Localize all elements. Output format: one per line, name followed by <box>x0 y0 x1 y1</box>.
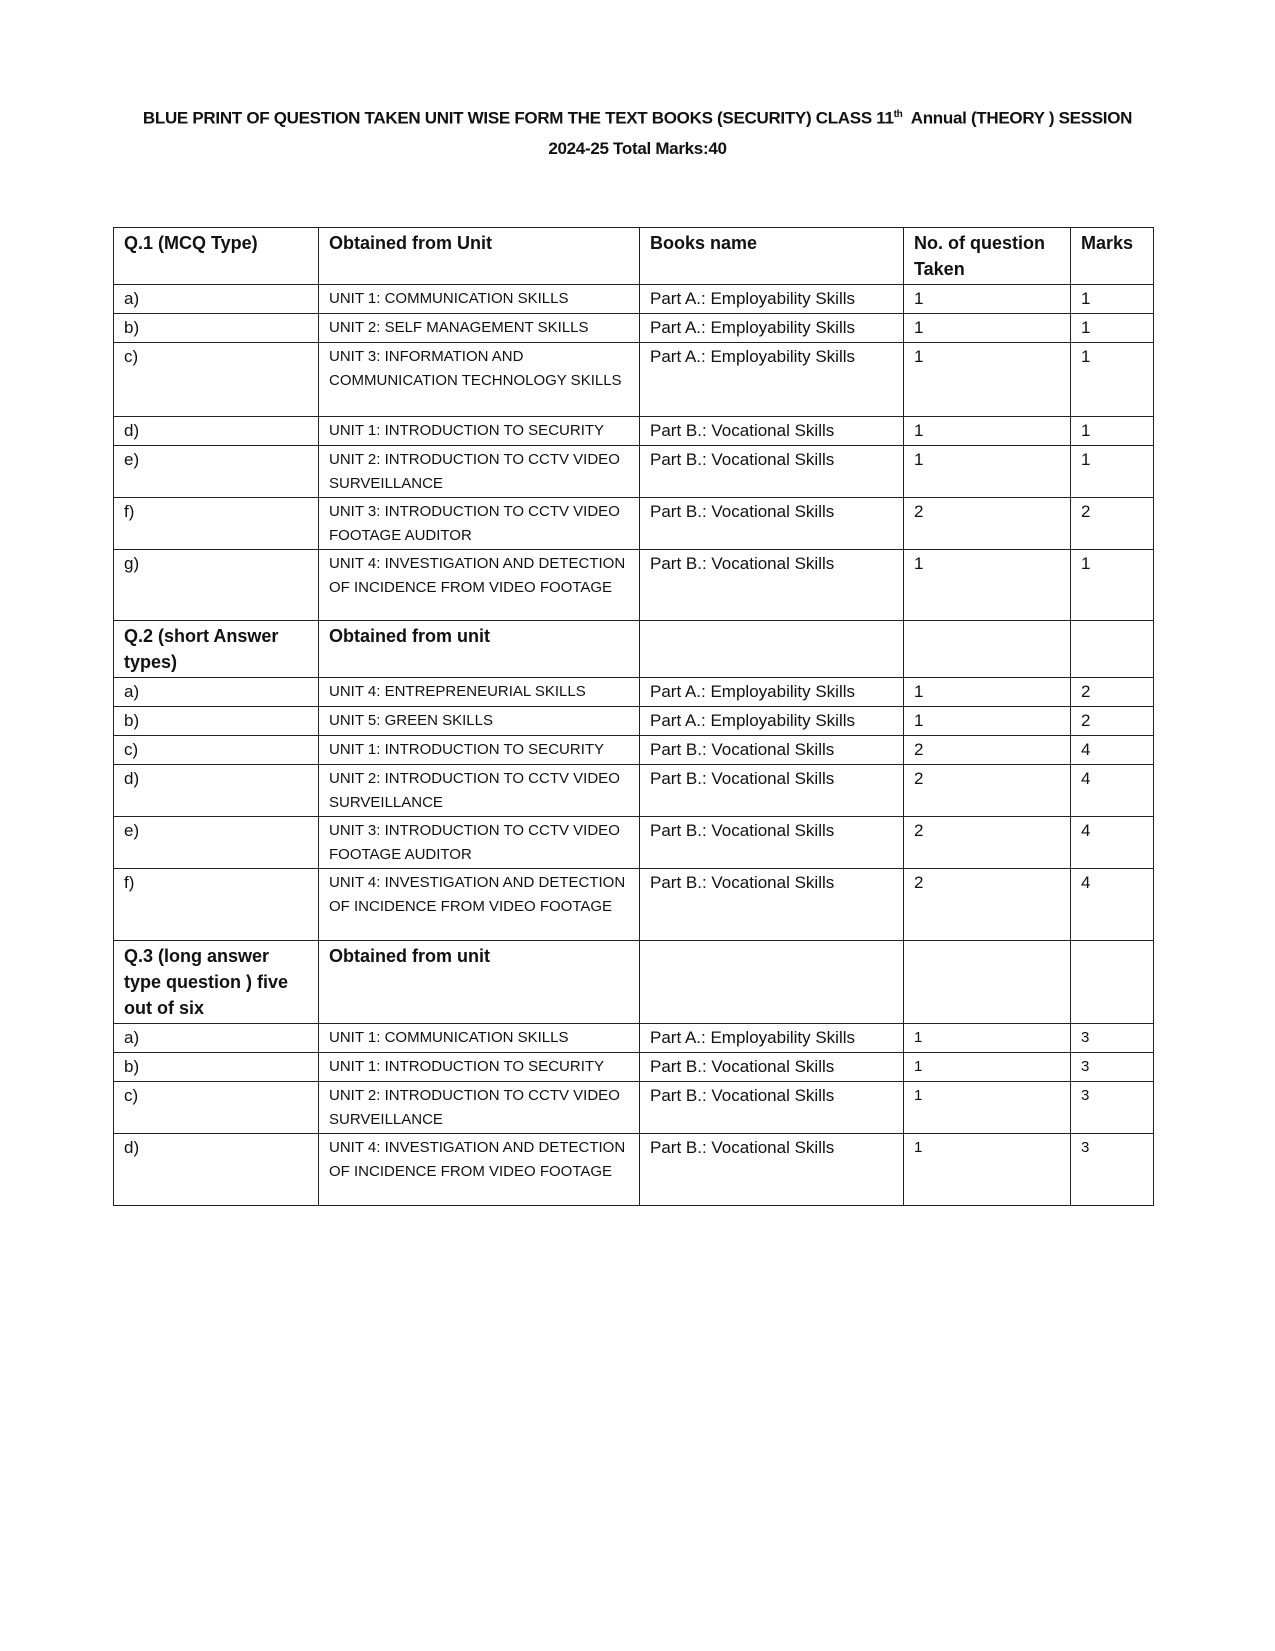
book-cell: Part B.: Vocational Skills <box>640 498 904 550</box>
question-cell: d) <box>114 765 319 817</box>
document-title <box>40 100 1235 164</box>
book-cell: Part A.: Employability Skills <box>640 285 904 314</box>
table-row <box>114 869 1154 941</box>
book-cell: Part B.: Vocational Skills <box>640 817 904 869</box>
count-cell: 1 <box>904 707 1071 736</box>
marks-cell: 1 <box>1071 285 1154 314</box>
marks-cell: 4 <box>1071 765 1154 817</box>
count-cell: 1 <box>904 1053 1071 1082</box>
marks-cell: 1 <box>1071 417 1154 446</box>
table-row <box>114 417 1154 446</box>
section-header-row <box>114 941 1154 1024</box>
book-cell: Part A.: Employability Skills <box>640 314 904 343</box>
title-line-1-end: Annual (THEORY ) SESSION <box>902 108 1133 128</box>
question-cell: e) <box>114 817 319 869</box>
table-row <box>114 1082 1154 1134</box>
section-header-row <box>114 621 1154 678</box>
count-cell: 1 <box>904 1134 1071 1206</box>
unit-cell: UNIT 4: INVESTIGATION AND DETECTION OF INCIDENCE FROM VIDEO FOOTAGE <box>319 869 640 941</box>
unit-cell: UNIT 5: GREEN SKILLS <box>319 707 640 736</box>
unit-cell: Obtained from unit <box>319 941 640 1024</box>
marks-cell: 4 <box>1071 817 1154 869</box>
unit-cell: UNIT 2: INTRODUCTION TO CCTV VIDEO SURVEILLANCE <box>319 446 640 498</box>
table-row <box>114 1053 1154 1082</box>
unit-cell: UNIT 1: INTRODUCTION TO SECURITY <box>319 736 640 765</box>
question-cell: g) <box>114 550 319 621</box>
section-header-row <box>114 228 1154 285</box>
unit-cell: UNIT 3: INTRODUCTION TO CCTV VIDEO FOOTAGE AUDITOR <box>319 498 640 550</box>
table-row <box>114 343 1154 417</box>
question-cell: c) <box>114 1082 319 1134</box>
question-cell: c) <box>114 343 319 417</box>
question-cell: d) <box>114 1134 319 1206</box>
book-cell: Part A.: Employability Skills <box>640 678 904 707</box>
table-row <box>114 736 1154 765</box>
marks-cell: 4 <box>1071 869 1154 941</box>
count-cell: 2 <box>904 765 1071 817</box>
marks-cell: 3 <box>1071 1053 1154 1082</box>
table-row <box>114 314 1154 343</box>
count-cell: 1 <box>904 314 1071 343</box>
count-cell: 2 <box>904 498 1071 550</box>
book-cell: Part A.: Employability Skills <box>640 707 904 736</box>
book-cell: Part B.: Vocational Skills <box>640 736 904 765</box>
marks-cell <box>1071 941 1154 1024</box>
question-cell: c) <box>114 736 319 765</box>
book-cell: Part B.: Vocational Skills <box>640 765 904 817</box>
book-cell: Part B.: Vocational Skills <box>640 550 904 621</box>
question-cell: f) <box>114 869 319 941</box>
blueprint-table <box>113 227 1154 1206</box>
table-row <box>114 678 1154 707</box>
table-row <box>114 765 1154 817</box>
table-row <box>114 285 1154 314</box>
unit-cell: UNIT 1: COMMUNICATION SKILLS <box>319 1024 640 1053</box>
title-superscript: th <box>893 109 903 120</box>
question-cell: e) <box>114 446 319 498</box>
table-row <box>114 550 1154 621</box>
book-cell: Part B.: Vocational Skills <box>640 1082 904 1134</box>
unit-cell: Obtained from unit <box>319 621 640 678</box>
book-cell: Part B.: Vocational Skills <box>640 869 904 941</box>
marks-cell: 2 <box>1071 678 1154 707</box>
marks-cell: 2 <box>1071 707 1154 736</box>
marks-cell: 1 <box>1071 314 1154 343</box>
unit-cell: UNIT 2: INTRODUCTION TO CCTV VIDEO SURVEILLANCE <box>319 765 640 817</box>
question-cell: a) <box>114 285 319 314</box>
question-cell: a) <box>114 1024 319 1053</box>
count-cell: 1 <box>904 1024 1071 1053</box>
count-cell: 1 <box>904 285 1071 314</box>
unit-cell: Obtained from Unit <box>319 228 640 285</box>
count-cell: 1 <box>904 343 1071 417</box>
count-cell: 2 <box>904 817 1071 869</box>
book-cell: Part B.: Vocational Skills <box>640 417 904 446</box>
book-cell: Part B.: Vocational Skills <box>640 446 904 498</box>
table-row <box>114 817 1154 869</box>
title-line-1: BLUE PRINT OF QUESTION TAKEN UNIT WISE FORM THE TEXT BOOKS (SECURITY) CLASS 11 <box>142 108 894 128</box>
unit-cell: UNIT 3: INFORMATION AND COMMUNICATION TECHNOLOGY SKILLS <box>319 343 640 417</box>
count-cell: 1 <box>904 678 1071 707</box>
unit-cell: UNIT 1: INTRODUCTION TO SECURITY <box>319 1053 640 1082</box>
book-cell: Part B.: Vocational Skills <box>640 1053 904 1082</box>
unit-cell: UNIT 1: INTRODUCTION TO SECURITY <box>319 417 640 446</box>
marks-cell: 1 <box>1071 550 1154 621</box>
count-cell: 1 <box>904 417 1071 446</box>
question-cell: b) <box>114 1053 319 1082</box>
question-cell: Q.3 (long answer type question ) five out of six <box>114 941 319 1024</box>
table-row <box>114 707 1154 736</box>
book-cell <box>640 621 904 678</box>
book-cell: Books name <box>640 228 904 285</box>
table-row <box>114 1134 1154 1206</box>
question-cell: a) <box>114 678 319 707</box>
count-cell: 1 <box>904 1082 1071 1134</box>
marks-cell: 1 <box>1071 343 1154 417</box>
marks-cell: 3 <box>1071 1134 1154 1206</box>
count-cell: 2 <box>904 736 1071 765</box>
unit-cell: UNIT 4: ENTREPRENEURIAL SKILLS <box>319 678 640 707</box>
count-cell <box>904 941 1071 1024</box>
title-line-2: 2024-25 Total Marks:40 <box>548 138 727 158</box>
question-cell: Q.2 (short Answer types) <box>114 621 319 678</box>
count-cell <box>904 621 1071 678</box>
count-cell: 1 <box>904 550 1071 621</box>
unit-cell: UNIT 2: SELF MANAGEMENT SKILLS <box>319 314 640 343</box>
book-cell: Part A.: Employability Skills <box>640 1024 904 1053</box>
marks-cell <box>1071 621 1154 678</box>
marks-cell: 3 <box>1071 1024 1154 1053</box>
unit-cell: UNIT 4: INVESTIGATION AND DETECTION OF INCIDENCE FROM VIDEO FOOTAGE <box>319 550 640 621</box>
book-cell <box>640 941 904 1024</box>
table-row <box>114 446 1154 498</box>
unit-cell: UNIT 4: INVESTIGATION AND DETECTION OF INCIDENCE FROM VIDEO FOOTAGE <box>319 1134 640 1206</box>
unit-cell: UNIT 2: INTRODUCTION TO CCTV VIDEO SURVEILLANCE <box>319 1082 640 1134</box>
book-cell: Part B.: Vocational Skills <box>640 1134 904 1206</box>
count-cell: 2 <box>904 869 1071 941</box>
marks-cell: 1 <box>1071 446 1154 498</box>
question-cell: b) <box>114 707 319 736</box>
marks-cell: 2 <box>1071 498 1154 550</box>
question-cell: d) <box>114 417 319 446</box>
question-cell: Q.1 (MCQ Type) <box>114 228 319 285</box>
question-cell: f) <box>114 498 319 550</box>
book-cell: Part A.: Employability Skills <box>640 343 904 417</box>
unit-cell: UNIT 1: COMMUNICATION SKILLS <box>319 285 640 314</box>
table-row <box>114 498 1154 550</box>
table-row <box>114 1024 1154 1053</box>
marks-cell: 4 <box>1071 736 1154 765</box>
count-cell: 1 <box>904 446 1071 498</box>
marks-cell: Marks <box>1071 228 1154 285</box>
question-cell: b) <box>114 314 319 343</box>
count-cell: No. of question Taken <box>904 228 1071 285</box>
unit-cell: UNIT 3: INTRODUCTION TO CCTV VIDEO FOOTAGE AUDITOR <box>319 817 640 869</box>
marks-cell: 3 <box>1071 1082 1154 1134</box>
